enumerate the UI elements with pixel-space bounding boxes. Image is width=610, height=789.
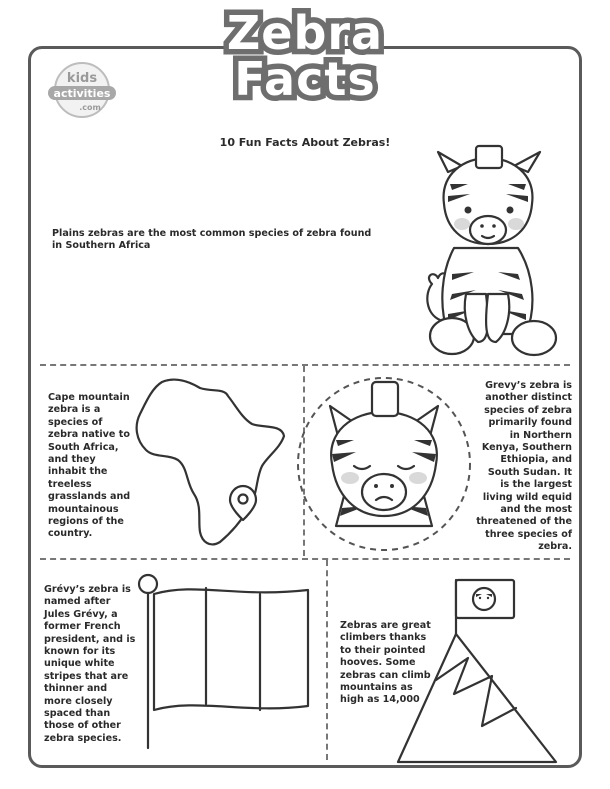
french-flag-illustration bbox=[136, 572, 316, 752]
kids-activities-logo bbox=[42, 60, 122, 120]
fact-zebras-climbers: Zebras are great climbers thanks to their pointed hooves. Some zebras can climb mountains as high as 14,000 bbox=[340, 620, 431, 706]
title-line-2: Facts bbox=[234, 52, 376, 106]
page-title bbox=[210, 6, 400, 106]
africa-map-illustration bbox=[132, 374, 290, 552]
fact-grevys-named-after: Grévy’s zebra is named after Jules Grévy, a former French president, and is known for its unique white stripes that are thinner and more closely spaced than those of other zebra species. bbox=[44, 584, 136, 744]
subtitle: 10 Fun Facts About Zebras! bbox=[219, 136, 391, 149]
logo-text-kids: kids bbox=[66, 71, 98, 86]
fact-plains-zebras: Plains zebras are the most common species of zebra found in Southern Africa bbox=[52, 228, 372, 252]
divider-top bbox=[40, 364, 570, 366]
title-line-1: Zebra bbox=[226, 6, 384, 60]
fact-grevys-distinct-species: Grevy’s zebra is another distinct species of zebra primarily found in Northern Kenya, Southern Ethiopia, and South Sudan. It is the largest living wild equid and the most threatened of the three species of zebra. bbox=[476, 380, 572, 553]
mountain-flag-illustration bbox=[396, 576, 572, 766]
sitting-zebra-illustration bbox=[418, 144, 560, 358]
zebra-head-illustration bbox=[296, 376, 472, 552]
divider-bottom-vertical bbox=[326, 560, 328, 760]
divider-bottom bbox=[40, 558, 570, 560]
fact-cape-mountain-zebra: Cape mountain zebra is a species of zebra native to South Africa, and they inhabit the treeless grasslands and mountainous regions of the country. bbox=[48, 392, 131, 540]
logo-text-activities: activities bbox=[53, 87, 111, 100]
logo-text-com: .com bbox=[79, 103, 101, 112]
